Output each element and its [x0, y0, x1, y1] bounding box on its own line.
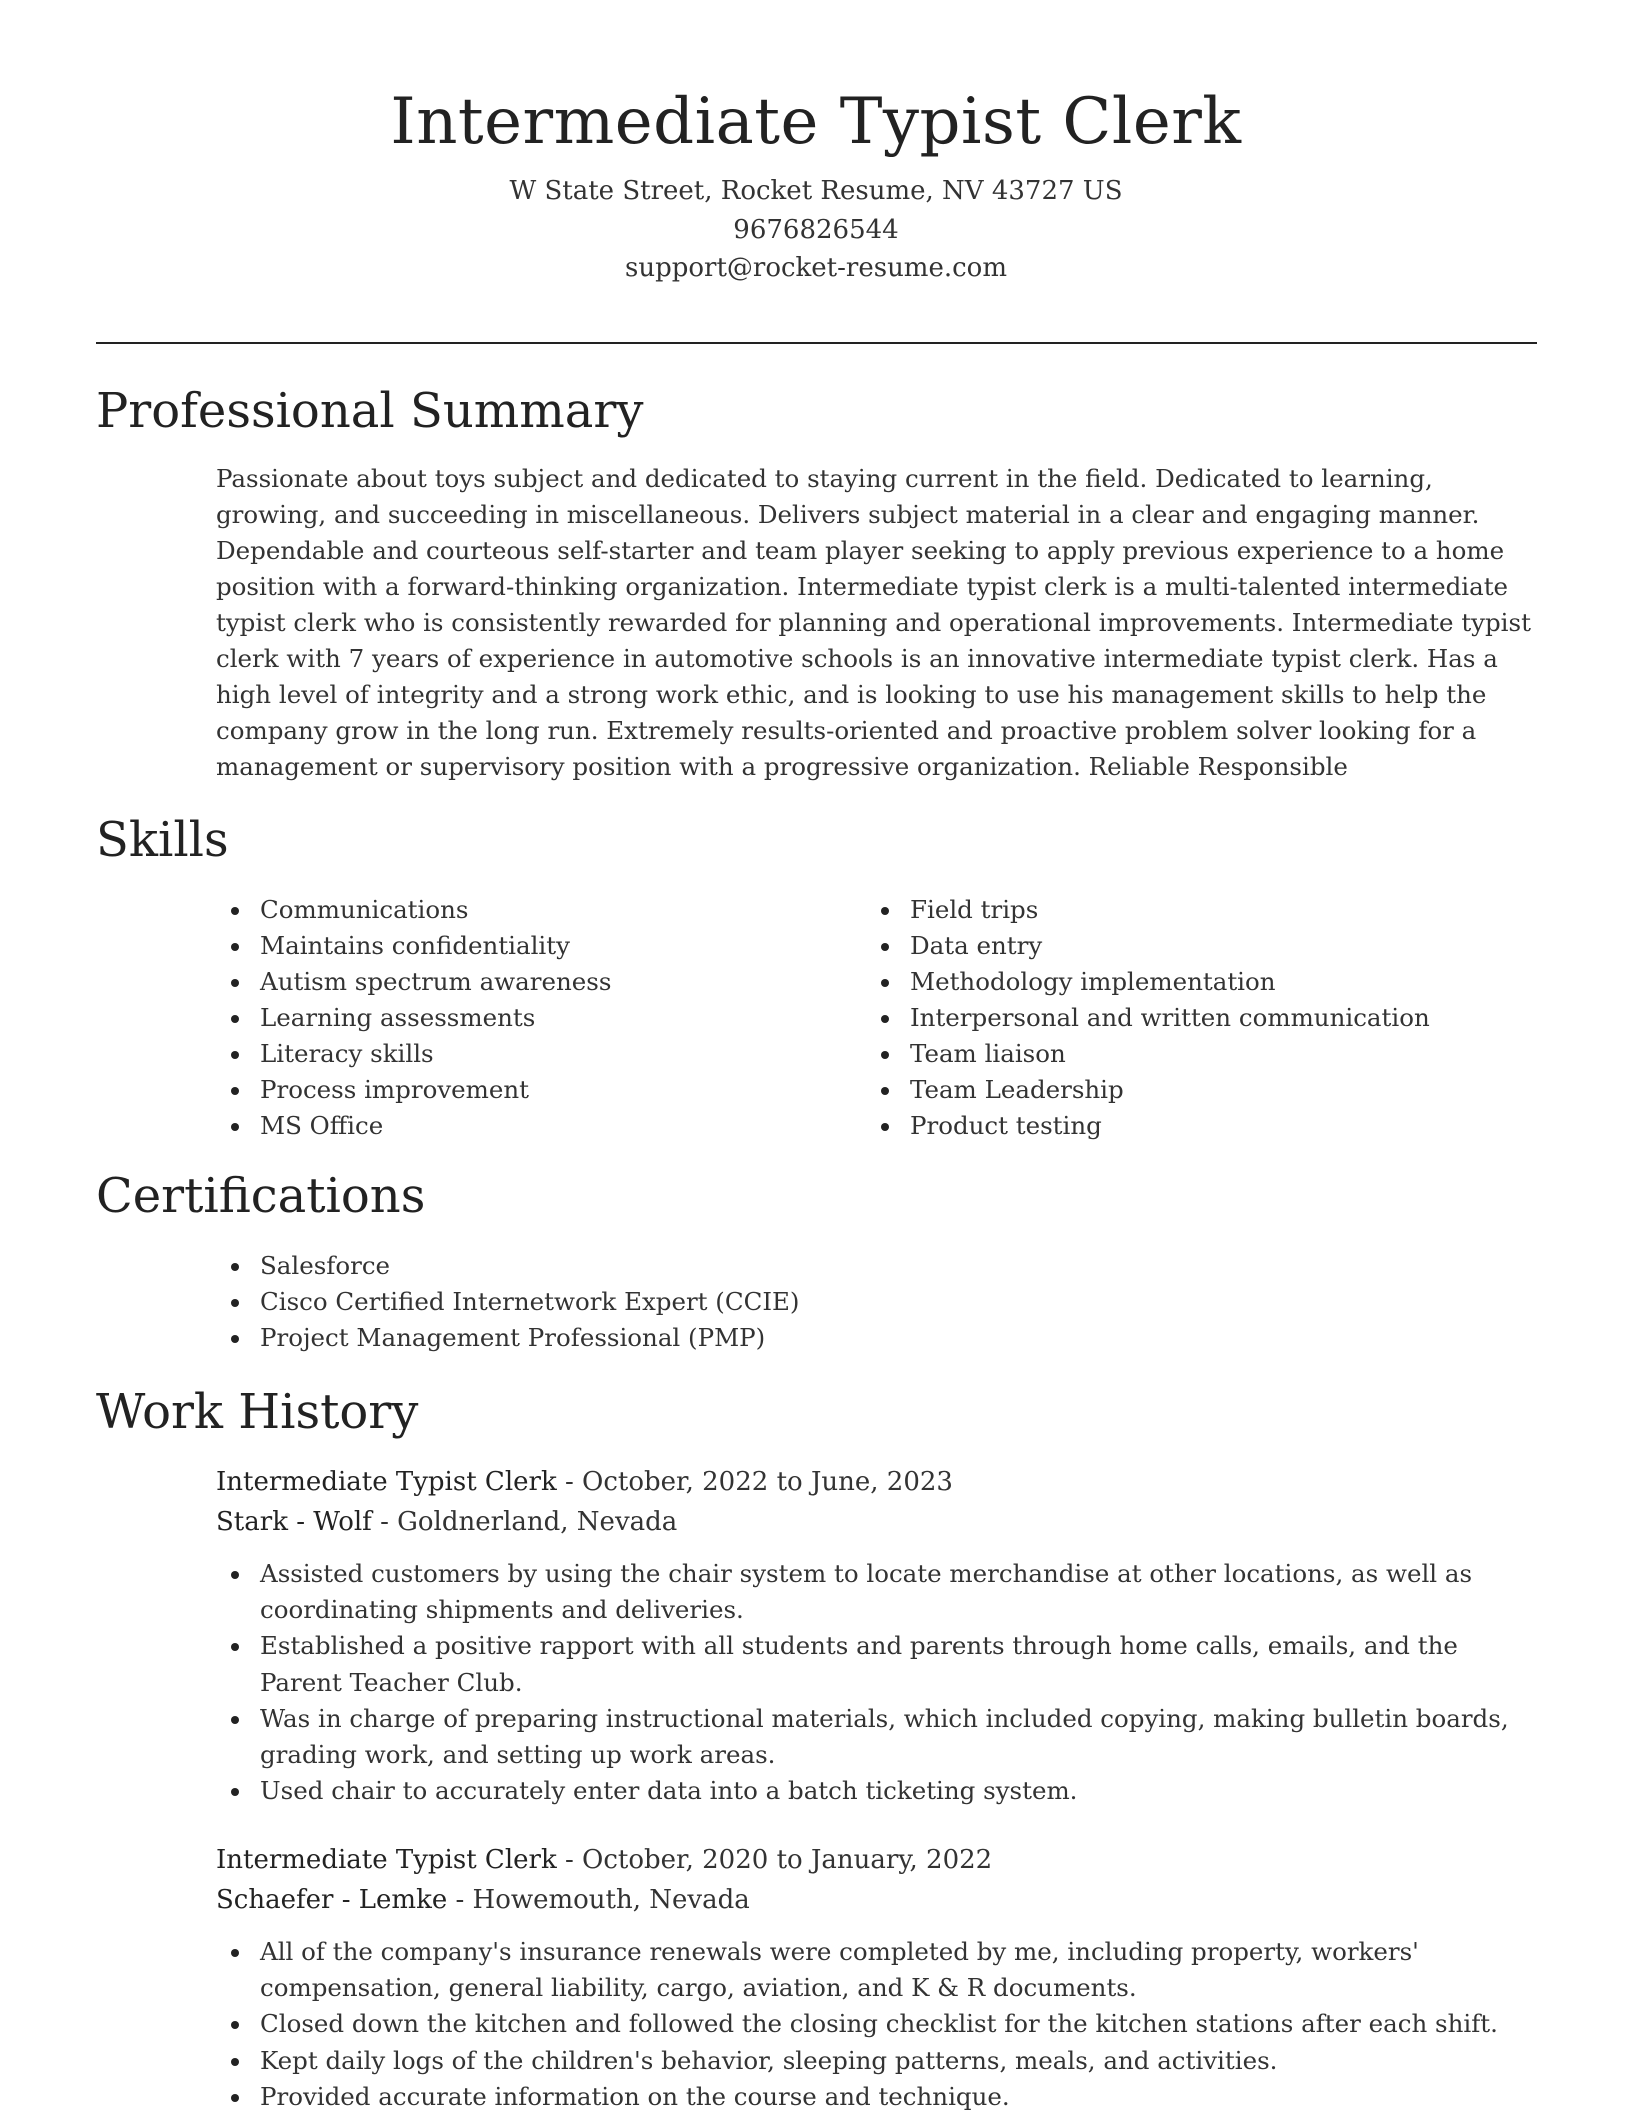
job-location: - Goldnerland, Nevada [371, 1507, 678, 1537]
certification-item: Cisco Certified Internetwork Expert (CCIE) [216, 1284, 1536, 1320]
job-duty: Was in charge of preparing instructional materials, which included copying, making bulletin boards, grading work, and setting up work areas. [216, 1701, 1541, 1773]
job-duty: All of the company's insurance renewals were completed by me, including property, workers' compensation, general liability, cargo, aviation, and K & R documents. [216, 1934, 1541, 2006]
job-duties-list [216, 1556, 1541, 1809]
contact-info [0, 172, 1632, 288]
candidate-name: Intermediate Typist Clerk [390, 85, 1242, 159]
header-divider [96, 342, 1537, 344]
skill-item: Field trips [866, 892, 1486, 928]
address: W State Street, Rocket Resume, NV 43727 US [509, 176, 1123, 206]
skill-item: Data entry [866, 928, 1486, 964]
skill-item: Maintains confidentiality [216, 928, 836, 964]
skill-item: Process improvement [216, 1072, 836, 1108]
phone: 9676826544 [733, 214, 899, 245]
job-duty: Assisted customers by using the chair system to locate merchandise at other locations, as well as coordinating shipments and deliveries. [216, 1556, 1541, 1628]
job-company: Stark - Wolf [216, 1507, 372, 1537]
job-company-line [216, 1880, 1541, 1920]
resume-header [0, 0, 1632, 288]
skills-heading: Skills [96, 812, 229, 868]
skill-item: Team Leadership [866, 1072, 1486, 1108]
skill-item: Methodology implementation [866, 964, 1486, 1000]
skill-item: Learning assessments [216, 1000, 836, 1036]
email: support@rocket-resume.com [624, 253, 1007, 283]
job-duty: Used chair to accurately enter data into a batch ticketing system. [216, 1773, 1541, 1809]
job-title-line [216, 1462, 1541, 1502]
summary-text: Passionate about toys subject and dedicated to staying current in the field. Dedicated to learning, growing, and succeeding in miscellaneous. Delivers subject material in a clear and engaging manner. Dependable and courteous self-starter and team player seeking to apply previous experience to a home position with a forward-thinking organization. Intermediate typist clerk is a multi-talented intermediate typist clerk who is consistently rewarded for planning and operational improvements. Intermediate typist clerk with 7 years of experience in automotive schools is an innovative intermediate typist clerk. Has a high level of integrity and a strong work ethic, and is looking to use his management skills to help the company grow in the long run. Extremely results-oriented and proactive problem solver looking for a management or supervisory position with a progressive organization. Reliable Responsible [216, 464, 1531, 781]
certification-item: Project Management Professional (PMP) [216, 1320, 1536, 1356]
skill-item: Interpersonal and written communication [866, 1000, 1486, 1036]
skill-item: Literacy skills [216, 1036, 836, 1072]
job-company: Schaefer - Lemke [216, 1885, 448, 1915]
job-title: Intermediate Typist Clerk [216, 1845, 557, 1875]
job-dates: - October, 2022 to June, 2023 [556, 1467, 953, 1497]
job-title-line [216, 1840, 1541, 1880]
skills-column-right [866, 892, 1486, 1144]
job-company-line [216, 1502, 1541, 1542]
job-duties-list [216, 1934, 1541, 2115]
skill-item: Communications [216, 892, 836, 928]
certifications-heading: Certifications [96, 1168, 426, 1224]
work-history-heading: Work History [96, 1384, 419, 1440]
certifications-block [216, 1248, 1536, 1356]
skill-item: MS Office [216, 1108, 836, 1144]
job-dates: - October, 2020 to January, 2022 [556, 1845, 993, 1875]
job-duty: Established a positive rapport with all students and parents through home calls, emails, and the Parent Teacher Club. [216, 1628, 1541, 1700]
job-duty: Provided accurate information on the course and technique. [216, 2079, 1541, 2115]
job-duty: Closed down the kitchen and followed the closing checklist for the kitchen stations after each shift. [216, 2006, 1541, 2042]
job-title: Intermediate Typist Clerk [216, 1467, 557, 1497]
certifications-list [216, 1248, 1536, 1356]
job-entry [216, 1840, 1541, 2115]
job-duty: Kept daily logs of the children's behavior, sleeping patterns, meals, and activities. [216, 2043, 1541, 2079]
skills-list-right [866, 892, 1486, 1144]
job-location: - Howemouth, Nevada [447, 1885, 750, 1915]
skills-column-left [216, 892, 836, 1144]
skills-list-left [216, 892, 836, 1144]
summary-heading: Professional Summary [96, 383, 644, 439]
certification-item: Salesforce [216, 1248, 1536, 1284]
skill-item: Autism spectrum awareness [216, 964, 836, 1000]
skill-item: Product testing [866, 1108, 1486, 1144]
skill-item: Team liaison [866, 1036, 1486, 1072]
job-entry [216, 1462, 1541, 1809]
